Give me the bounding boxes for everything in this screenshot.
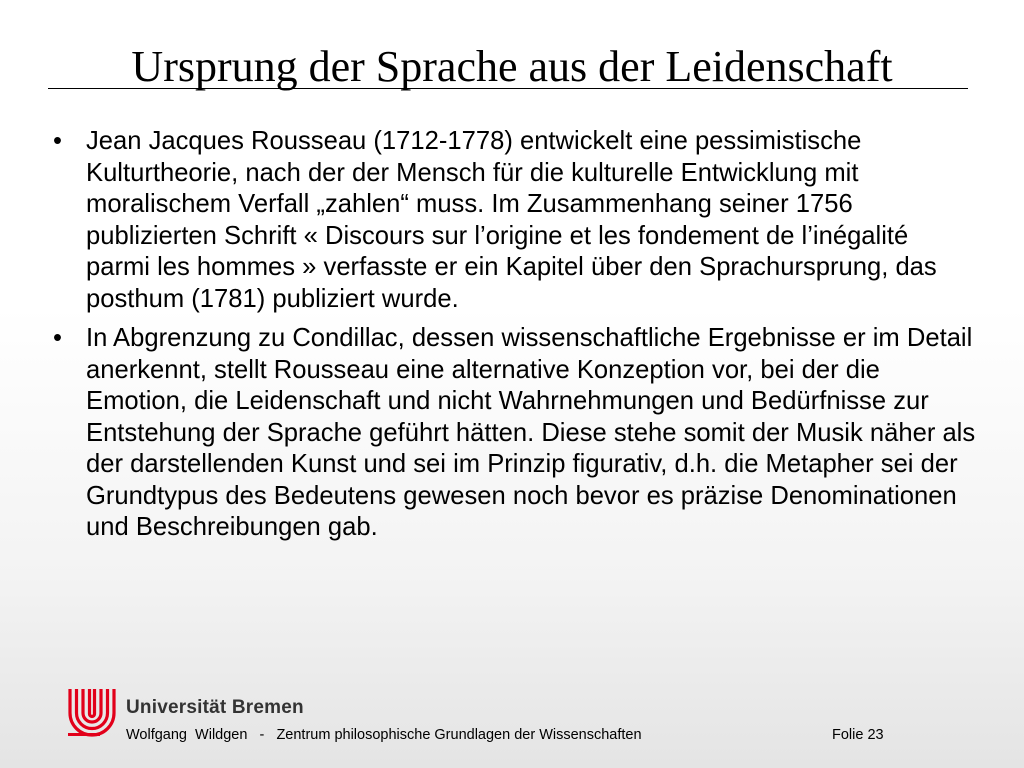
footer-author-line: Wolfgang Wildgen - Zentrum philosophische Grundlagen der Wissenschaften xyxy=(126,727,642,743)
bullet-text: In Abgrenzung zu Condillac, dessen wissenschaftliche Ergebnisse er im Detail anerkennt, stellt Rousseau eine alternative Konzeption vor, bei der die Emotion, die Leidenschaft und nicht Wahrnehmungen und Bedürfnisse zur Entstehung der Sprache geführt hätten. Diese stehe somit der Musik näher als der darstellenden Kunst und sei im Prinzip figurativ, d.h. die Metapher sei der Grundtypus des Bedeutens gewesen noch bevor es präzise Denominationen und Beschreibungen gab. xyxy=(86,324,976,541)
bullet-icon: • xyxy=(53,324,62,352)
university-bremen-logo-icon xyxy=(66,687,118,737)
title-underline xyxy=(48,88,968,89)
bullet-text: Jean Jacques Rousseau (1712-1778) entwickelt eine pessimistische Kulturtheorie, nach der der Mensch für die kulturelle Entwicklung mit moralischem Verfall „zahlen“ muss. Im Zusammenhang seiner 1756 publizierten Schrift « Discours sur l’origine et les fondement de l’inégalité parmi les hommes » verfasste er ein Kapitel über den Sprachursprung, das posthum (1781) publiziert wurde. xyxy=(86,127,937,313)
bullet-list xyxy=(48,126,978,552)
bullet-item-rousseau xyxy=(48,126,978,315)
slide-number: Folie 23 xyxy=(832,727,884,743)
university-name: Universität Bremen xyxy=(126,697,304,718)
bullet-icon: • xyxy=(53,127,62,155)
bullet-item-condillac xyxy=(48,323,978,544)
slide-title: Ursprung der Sprache aus der Leidenschaft xyxy=(131,42,893,91)
